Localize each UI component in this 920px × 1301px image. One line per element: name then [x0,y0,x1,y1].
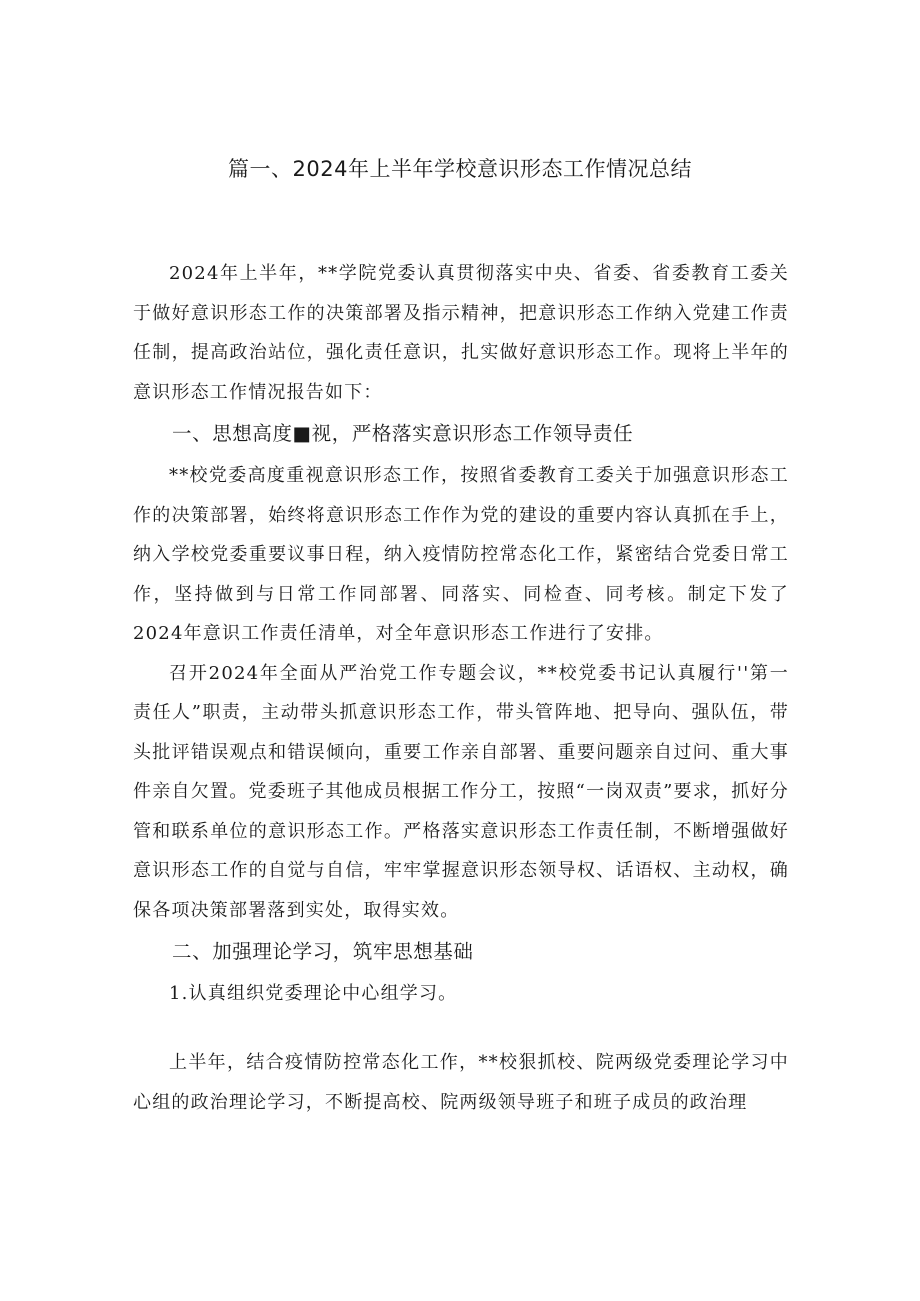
section-heading-1: 一、思想高度■视，严格落实意识形态工作领导责任 [172,422,634,445]
paragraph-gap [133,1013,789,1043]
section-1-paragraph-2: 召开2024年全面从严治党工作专题会议，**校党委书记认真履行''第一责任人”职责，主动带头抓意识形态工作，带头管阵地、把导向、强队伍，带头批评错误观点和错误倾向，重要工作亲自部署、重要问题亲自过问、重大事件亲自欠置。党委班子其他成员根据工作分工，按照“一岗双责”要求，抓好分管和联系单位的意识形态工作。严格落实意识形态工作责任制，不断增强做好意识形态工作的自觉与自信，牢牢掌握意识形态领导权、话语权、主动权，确保各项决策部署落到实处，取得实效。 [133,662,789,921]
intro-paragraph: 2024年上半年，**学院党委认真贯彻落实中央、省委、省委教育工委关于做好意识形态工作的决策部署及指示精神，把意识形态工作纳入党建工作责任制，提高政治站位，强化责任意识，扎实做好意识形态工作。现将上半年的意识形态工作情况报告如下： [133,263,789,403]
section-heading-2: 二、加强理论学习，筑牢思想基础 [172,940,474,963]
section-2-paragraph-1: 上半年，结合疫情防控常态化工作，**校狠抓校、院两级党委理论学习中心组的政治理论学习，不断提高校、院两级领导班子和班子成员的政治理 [133,1052,789,1113]
document-title: 篇一、2024年上半年学校意识形态工作情况总结 [228,157,692,181]
section-1-paragraph-1: **校党委高度重视意识形态工作，按照省委教育工委关于加强意识形态工作的决策部署，始终将意识形态工作作为党的建设的重要内容认真抓在手上，纳入学校党委重要议事日程，纳入疫情防控常态化工作，紧密结合党委日常工作，坚持做到与日常工作同部署、同落实、同检查、同考核。制定下发了2024年意识工作责任清单，对全年意识形态工作进行了安排。 [133,465,789,644]
document-body [133,254,789,1122]
section-2-subitem-1: 1.认真组织党委理论中心组学习。 [169,983,458,1004]
